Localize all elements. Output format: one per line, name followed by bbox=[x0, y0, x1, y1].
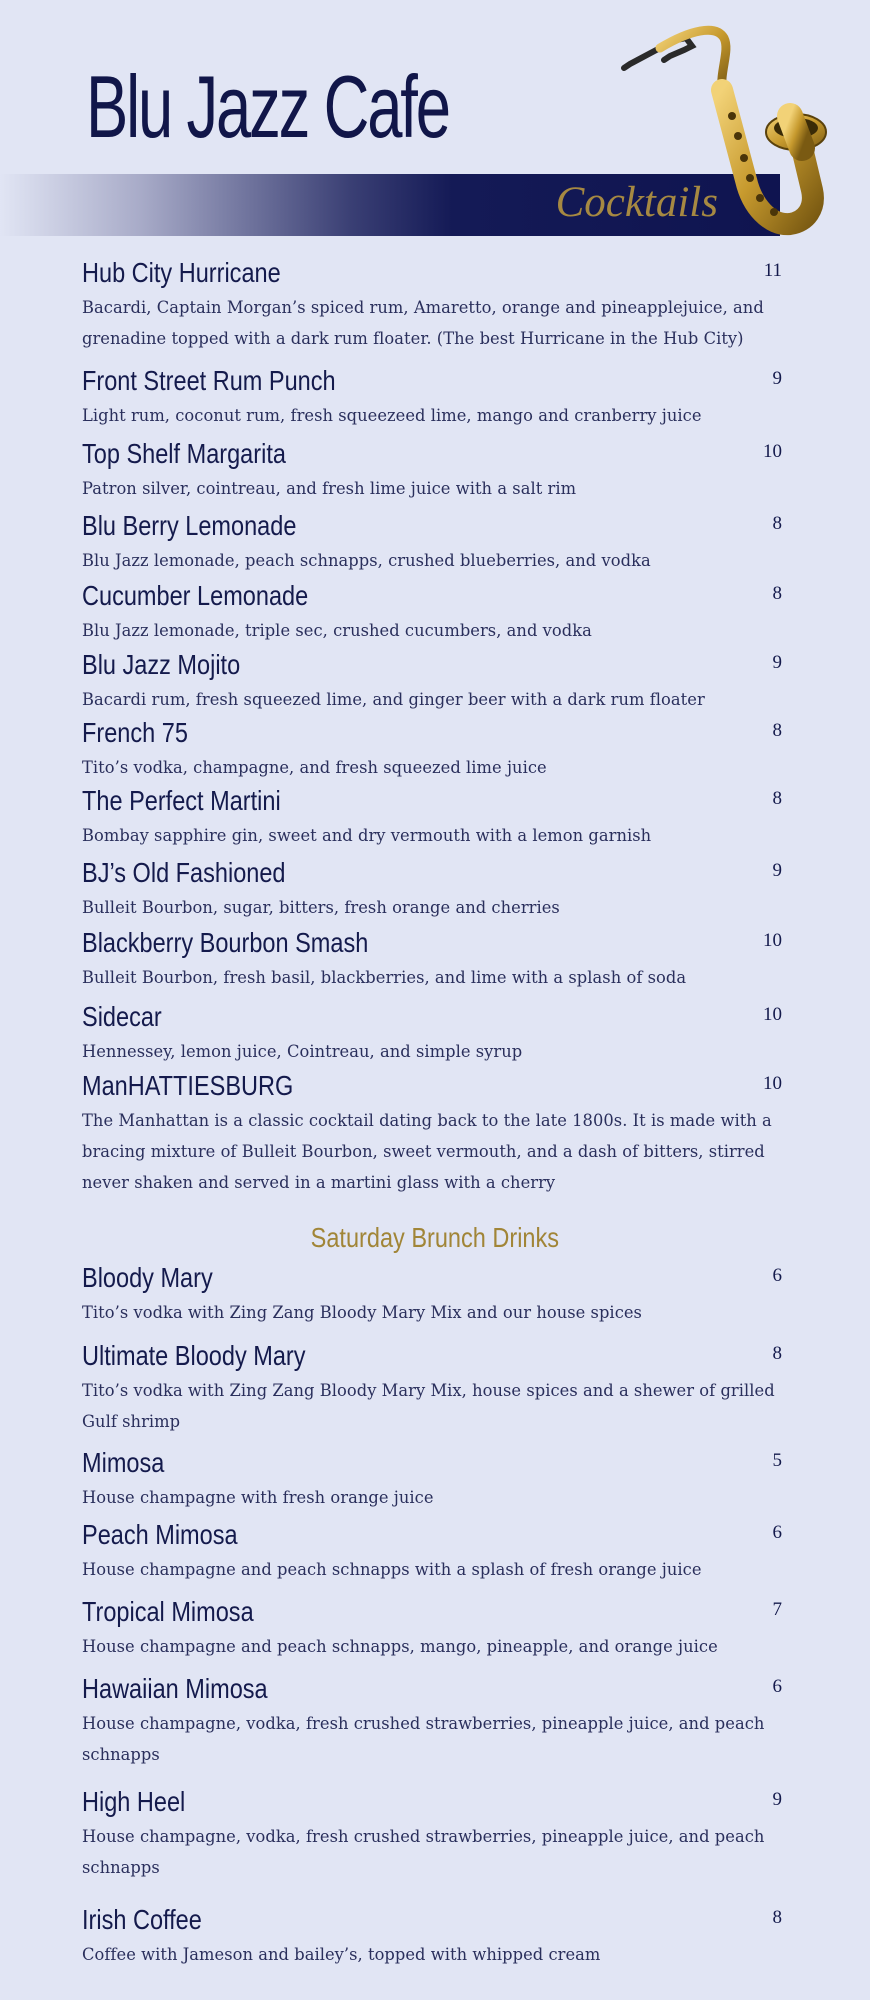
item-description: Bombay sapphire gin, sweet and dry vermouth with a lemon garnish bbox=[82, 826, 652, 845]
item-price: 10 bbox=[763, 441, 782, 462]
item-description: House champagne and peach schnapps, mango, pineapple, and orange juice bbox=[82, 1637, 718, 1656]
item-name: Tropical Mimosa bbox=[82, 1596, 254, 1627]
item-price: 10 bbox=[763, 1073, 782, 1094]
item-description: Bulleit Bourbon, sugar, bitters, fresh orange and cherries bbox=[82, 898, 560, 917]
item-name: French 75 bbox=[82, 717, 188, 748]
list-item bbox=[82, 856, 794, 923]
item-price: 8 bbox=[772, 583, 782, 604]
item-name: Sidecar bbox=[82, 1001, 162, 1032]
item-price: 8 bbox=[772, 1907, 782, 1928]
item-price: 9 bbox=[772, 652, 782, 673]
item-price: 5 bbox=[772, 1450, 782, 1471]
item-description: Blu Jazz lemonade, triple sec, crushed cucumbers, and vodka bbox=[82, 621, 592, 640]
list-item bbox=[82, 256, 794, 354]
list-item bbox=[82, 1518, 794, 1585]
item-name: Front Street Rum Punch bbox=[82, 365, 336, 396]
item-name: Irish Coffee bbox=[82, 1904, 202, 1935]
item-price: 8 bbox=[772, 513, 782, 534]
item-price: 11 bbox=[763, 260, 782, 281]
item-name: Blackberry Bourbon Smash bbox=[82, 927, 369, 958]
item-description: Coffee with Jameson and bailey’s, topped with whipped cream bbox=[82, 1945, 601, 1964]
item-name: Top Shelf Margarita bbox=[82, 438, 286, 469]
item-price: 9 bbox=[772, 860, 782, 881]
item-description: Patron silver, cointreau, and fresh lime juice with a salt rim bbox=[82, 479, 577, 498]
item-description: Tito’s vodka, champagne, and fresh squeezed lime juice bbox=[82, 758, 547, 777]
item-name: Hub City Hurricane bbox=[82, 257, 281, 288]
list-item bbox=[82, 784, 794, 851]
item-description: Tito’s vodka with Zing Zang Bloody Mary Mix, house spices and a shewer of grilled Gulf shrimp bbox=[82, 1381, 775, 1431]
item-description: Hennessey, lemon juice, Cointreau, and simple syrup bbox=[82, 1042, 523, 1061]
page-title: Blu Jazz Cafe bbox=[86, 57, 449, 156]
list-item bbox=[82, 1595, 794, 1662]
item-name: Bloody Mary bbox=[82, 1262, 213, 1293]
item-price: 9 bbox=[772, 368, 782, 389]
item-description: House champagne, vodka, fresh crushed strawberries, pineapple juice, and peach schnapps bbox=[82, 1827, 765, 1877]
item-name: High Heel bbox=[82, 1786, 186, 1817]
item-name: BJ’s Old Fashioned bbox=[82, 857, 286, 888]
item-name: Hawaiian Mimosa bbox=[82, 1673, 268, 1704]
item-price: 10 bbox=[763, 1004, 782, 1025]
list-item bbox=[82, 648, 794, 715]
item-name: ManHATTIESBURG bbox=[82, 1070, 294, 1101]
section-title-brunch: Saturday Brunch Drinks bbox=[310, 1222, 560, 1253]
list-item bbox=[82, 364, 794, 431]
item-description: House champagne, vodka, fresh crushed strawberries, pineapple juice, and peach schnapps bbox=[82, 1714, 765, 1764]
item-price: 10 bbox=[763, 930, 782, 951]
list-item bbox=[82, 1672, 794, 1770]
item-description: Bacardi, Captain Morgan’s spiced rum, Amaretto, orange and pineapplejuice, and grenadine topped with a dark rum floater. (The best Hurricane in the Hub City) bbox=[82, 298, 764, 348]
list-item bbox=[82, 1785, 794, 1883]
item-name: Mimosa bbox=[82, 1447, 165, 1478]
item-price: 8 bbox=[772, 720, 782, 741]
item-price: 6 bbox=[772, 1676, 782, 1697]
item-name: Blu Jazz Mojito bbox=[82, 649, 241, 680]
item-price: 6 bbox=[772, 1522, 782, 1543]
item-description: Light rum, coconut rum, fresh squeezeed lime, mango and cranberry juice bbox=[82, 406, 702, 425]
item-name: Cucumber Lemonade bbox=[82, 580, 309, 611]
item-name: The Perfect Martini bbox=[82, 785, 281, 816]
item-description: House champagne and peach schnapps with a splash of fresh orange juice bbox=[82, 1560, 702, 1579]
item-price: 8 bbox=[772, 788, 782, 809]
item-name: Ultimate Bloody Mary bbox=[82, 1340, 306, 1371]
list-item bbox=[82, 579, 794, 646]
list-item bbox=[82, 1446, 794, 1513]
item-description: Tito’s vodka with Zing Zang Bloody Mary Mix and our house spices bbox=[82, 1303, 642, 1322]
list-item bbox=[82, 716, 794, 783]
list-item bbox=[82, 1261, 794, 1328]
item-description: The Manhattan is a classic cocktail dating back to the late 1800s. It is made with a bracing mixture of Bulleit Bourbon, sweet vermouth, and a dash of bitters, stirred never shaken and served in a martini glass with a cherry bbox=[82, 1111, 772, 1192]
item-price: 8 bbox=[772, 1343, 782, 1364]
list-item bbox=[82, 1903, 794, 1970]
item-name: Peach Mimosa bbox=[82, 1519, 238, 1550]
list-item bbox=[82, 1000, 794, 1067]
item-description: Bulleit Bourbon, fresh basil, blackberries, and lime with a splash of soda bbox=[82, 968, 687, 987]
list-item bbox=[82, 1069, 794, 1198]
section-label-cocktails: Cocktails bbox=[555, 179, 718, 226]
item-price: 7 bbox=[772, 1599, 782, 1620]
list-item bbox=[82, 437, 794, 504]
list-item bbox=[82, 1339, 794, 1437]
item-description: Bacardi rum, fresh squeezed lime, and ginger beer with a dark rum floater bbox=[82, 690, 705, 709]
item-description: Blu Jazz lemonade, peach schnapps, crushed blueberries, and vodka bbox=[82, 551, 651, 570]
item-price: 9 bbox=[772, 1789, 782, 1810]
item-price: 6 bbox=[772, 1265, 782, 1286]
item-name: Blu Berry Lemonade bbox=[82, 510, 297, 541]
item-description: House champagne with fresh orange juice bbox=[82, 1488, 434, 1507]
list-item bbox=[82, 926, 794, 993]
list-item bbox=[82, 509, 794, 576]
